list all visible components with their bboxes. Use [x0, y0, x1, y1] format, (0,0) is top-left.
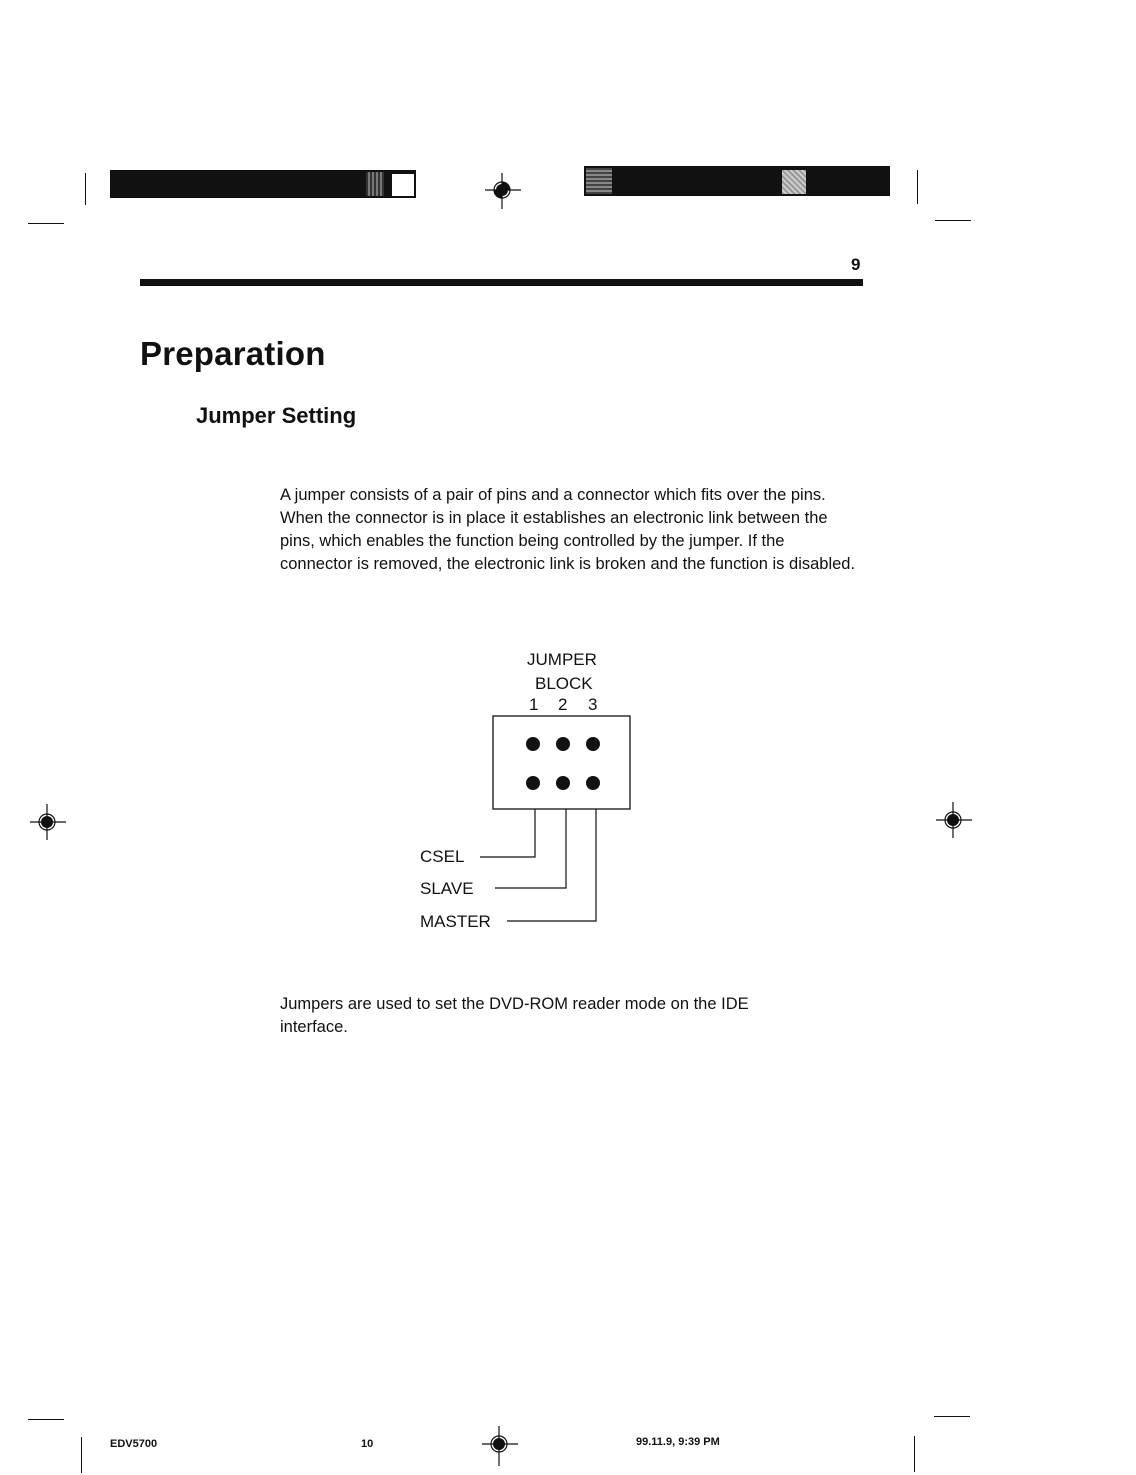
- pin-top-3: [586, 737, 600, 751]
- label-csel: CSEL: [420, 847, 465, 866]
- label-slave: SLAVE: [420, 879, 474, 898]
- master-leader-line: [507, 809, 596, 921]
- crop-mark-bottom-right-vertical: [914, 1436, 915, 1472]
- crop-mark-bottom-right-horizontal: [934, 1416, 970, 1417]
- crop-mark-top-left-horizontal: [28, 223, 64, 224]
- crop-mark-bottom-left-horizontal: [28, 1419, 64, 1420]
- registration-target-icon: [28, 802, 68, 842]
- label-master: MASTER: [420, 912, 491, 931]
- crop-mark-top-left-vertical: [85, 173, 86, 205]
- crop-mark-top-right-vertical: [917, 170, 918, 204]
- pin-number-2: 2: [558, 695, 568, 714]
- pin-number-3: 3: [588, 695, 598, 714]
- diagram-title-line2: BLOCK: [535, 674, 593, 693]
- crop-mark-top-right-horizontal: [935, 220, 971, 221]
- registration-target-icon: [480, 1424, 520, 1468]
- csel-leader-line: [480, 809, 535, 857]
- section-subtitle: Jumper Setting: [196, 403, 357, 428]
- footer-sheet-number: 10: [361, 1438, 374, 1450]
- crop-mark-bottom-left-vertical: [81, 1437, 82, 1473]
- page-number: 9: [851, 255, 861, 274]
- jumper-block-outline: [493, 716, 630, 809]
- top-right-bar-gray-box: [782, 170, 806, 194]
- pin-top-1: [526, 737, 540, 751]
- pin-bottom-2: [556, 776, 570, 790]
- pin-number-1: 1: [529, 695, 539, 714]
- usage-paragraph: Jumpers are used to set the DVD-ROM reader mode on the IDE interface.: [280, 995, 749, 1036]
- diagram-title-line1: JUMPER: [527, 650, 597, 669]
- slave-leader-line: [495, 809, 566, 888]
- pin-top-2: [556, 737, 570, 751]
- registration-target-icon: [934, 800, 974, 840]
- top-left-bar-white-box: [391, 173, 415, 197]
- top-right-bar-stripe: [586, 168, 612, 194]
- intro-paragraph: A jumper consists of a pair of pins and a connector which fits over the pins. When the connector is in place it establishes an electronic link between the pins, which enables the function being controlled by the jumper. If the connector is removed, the electronic link is broken and the function is disabled.: [280, 486, 856, 573]
- jumper-block-diagram: [400, 700, 660, 940]
- footer-model: EDV5700: [110, 1438, 158, 1450]
- header-rule: [140, 279, 863, 286]
- page-title: Preparation: [140, 335, 326, 372]
- footer-timestamp: 99.11.9, 9:39 PM: [636, 1436, 720, 1448]
- registration-target-icon: [483, 171, 523, 211]
- top-right-color-bar: [584, 166, 890, 196]
- top-left-bar-stripe: [366, 172, 384, 196]
- pin-bottom-1: [526, 776, 540, 790]
- pin-bottom-3: [586, 776, 600, 790]
